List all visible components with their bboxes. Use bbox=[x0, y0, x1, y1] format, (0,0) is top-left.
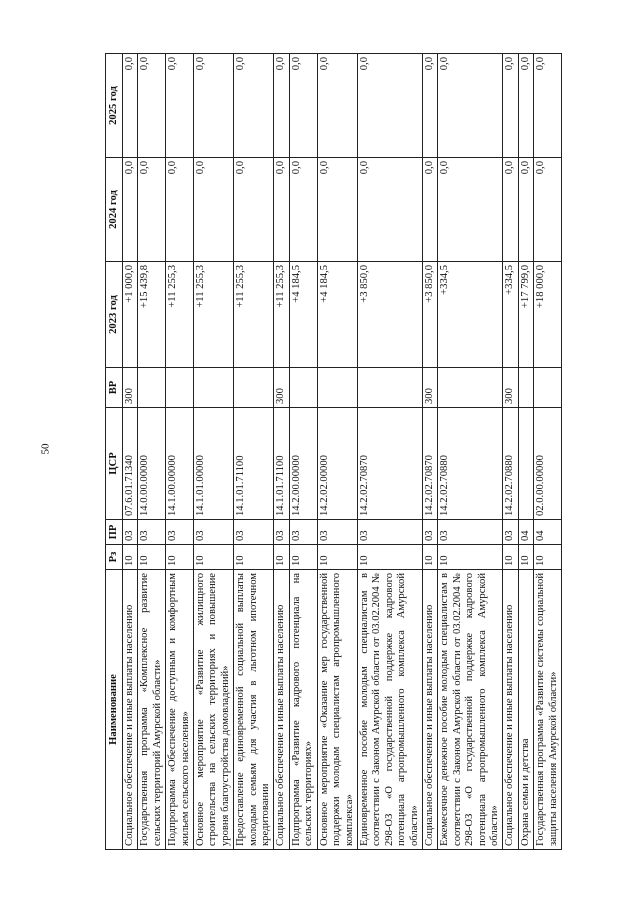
cell-vr: 300 bbox=[123, 368, 138, 408]
cell-rz: 10 bbox=[274, 545, 289, 570]
cell-name: Охрана семьи и детства bbox=[518, 570, 533, 850]
cell-name: Подпрограмма «Обеспечение доступным и комфортным жильем сельского населения» bbox=[166, 570, 194, 850]
table-header-row bbox=[106, 54, 123, 850]
cell-vr bbox=[138, 368, 166, 408]
cell-2024: 0,0 bbox=[166, 158, 194, 262]
cell-2024: 0,0 bbox=[317, 158, 357, 262]
cell-2023: +18 000,0 bbox=[534, 262, 562, 368]
cell-2025: 0,0 bbox=[274, 54, 289, 158]
cell-pr: 03 bbox=[289, 520, 317, 545]
cell-pr: 03 bbox=[274, 520, 289, 545]
table-row bbox=[518, 54, 533, 850]
cell-rz: 10 bbox=[518, 545, 533, 570]
cell-2023: +4 184,5 bbox=[317, 262, 357, 368]
header-2025: 2025 год bbox=[106, 54, 123, 158]
header-2024: 2024 год bbox=[106, 158, 123, 262]
cell-2023: +334,5 bbox=[503, 262, 518, 368]
page-number: 50 bbox=[39, 443, 52, 455]
cell-pr: 03 bbox=[166, 520, 194, 545]
cell-vr: 300 bbox=[274, 368, 289, 408]
cell-pr: 03 bbox=[194, 520, 234, 545]
table-row bbox=[274, 54, 289, 850]
cell-name: Социальное обеспечение и иные выплаты населению bbox=[422, 570, 437, 850]
cell-rz: 10 bbox=[289, 545, 317, 570]
cell-name: Социальное обеспечение и иные выплаты населению bbox=[503, 570, 518, 850]
cell-vr bbox=[317, 368, 357, 408]
cell-2024: 0,0 bbox=[234, 158, 274, 262]
cell-2025: 0,0 bbox=[234, 54, 274, 158]
cell-vr bbox=[194, 368, 234, 408]
cell-2023: +11 255,3 bbox=[166, 262, 194, 368]
cell-csr: 14.2.02.00000 bbox=[317, 408, 357, 520]
cell-2024: 0,0 bbox=[438, 158, 503, 262]
cell-2024: 0,0 bbox=[518, 158, 533, 262]
table-row bbox=[123, 54, 138, 850]
cell-pr: 03 bbox=[438, 520, 503, 545]
cell-2024: 0,0 bbox=[194, 158, 234, 262]
cell-2023: +334,5 bbox=[438, 262, 503, 368]
cell-2025: 0,0 bbox=[317, 54, 357, 158]
cell-rz: 10 bbox=[422, 545, 437, 570]
cell-2023: +1 000,0 bbox=[123, 262, 138, 368]
cell-name: Единовременное пособие молодым специалистам в соответствии с Законом Амурской области от 03.02.2004 № 298-ОЗ «О государственной поддержке кадрового потенциала агропромышленного комплекса Амурской области» bbox=[357, 570, 422, 850]
cell-rz: 10 bbox=[438, 545, 503, 570]
cell-2024: 0,0 bbox=[289, 158, 317, 262]
cell-name: Подпрограмма «Развитие кадрового потенциала на сельских территориях» bbox=[289, 570, 317, 850]
cell-2023: +11 255,3 bbox=[274, 262, 289, 368]
cell-name: Основное мероприятие «Оказание мер государственной поддержки молодым специалистам агропромышленного комплекса» bbox=[317, 570, 357, 850]
cell-2023: +11 255,3 bbox=[234, 262, 274, 368]
cell-2025: 0,0 bbox=[289, 54, 317, 158]
table-row bbox=[194, 54, 234, 850]
cell-name: Государственная программа «Развитие системы социальной защиты населения Амурской области» bbox=[534, 570, 562, 850]
table-row bbox=[166, 54, 194, 850]
cell-2023: +4 184,5 bbox=[289, 262, 317, 368]
header-vr: ВР bbox=[106, 368, 123, 408]
cell-2024: 0,0 bbox=[503, 158, 518, 262]
cell-2025: 0,0 bbox=[438, 54, 503, 158]
table-row bbox=[234, 54, 274, 850]
cell-pr: 03 bbox=[123, 520, 138, 545]
cell-csr: 14.2.02.70880 bbox=[438, 408, 503, 520]
table-row bbox=[317, 54, 357, 850]
cell-vr: 300 bbox=[503, 368, 518, 408]
cell-rz: 10 bbox=[357, 545, 422, 570]
cell-vr bbox=[166, 368, 194, 408]
cell-2024: 0,0 bbox=[138, 158, 166, 262]
table-body bbox=[123, 54, 562, 850]
cell-csr: 14.1.00.00000 bbox=[166, 408, 194, 520]
cell-name: Социальное обеспечение и иные выплаты населению bbox=[274, 570, 289, 850]
cell-csr: 14.1.01.00000 bbox=[194, 408, 234, 520]
table-row bbox=[289, 54, 317, 850]
table-row bbox=[438, 54, 503, 850]
cell-vr bbox=[518, 368, 533, 408]
cell-2025: 0,0 bbox=[518, 54, 533, 158]
cell-2023: +17 799,0 bbox=[518, 262, 533, 368]
cell-2024: 0,0 bbox=[123, 158, 138, 262]
cell-2024: 0,0 bbox=[422, 158, 437, 262]
cell-name: Социальное обеспечение и иные выплаты населению bbox=[123, 570, 138, 850]
rotated-table-container bbox=[105, 54, 583, 850]
cell-2025: 0,0 bbox=[166, 54, 194, 158]
cell-vr: 300 bbox=[422, 368, 437, 408]
cell-pr: 03 bbox=[317, 520, 357, 545]
cell-csr bbox=[518, 408, 533, 520]
table-row bbox=[422, 54, 437, 850]
cell-csr: 14.2.02.70870 bbox=[357, 408, 422, 520]
header-csr: ЦСР bbox=[106, 408, 123, 520]
cell-rz: 10 bbox=[234, 545, 274, 570]
header-pr: ПР bbox=[106, 520, 123, 545]
cell-2025: 0,0 bbox=[503, 54, 518, 158]
cell-rz: 10 bbox=[194, 545, 234, 570]
cell-2023: +3 850,0 bbox=[357, 262, 422, 368]
cell-pr: 04 bbox=[518, 520, 533, 545]
cell-vr bbox=[534, 368, 562, 408]
cell-rz: 10 bbox=[503, 545, 518, 570]
cell-2025: 0,0 bbox=[534, 54, 562, 158]
cell-csr: 14.1.01.71100 bbox=[274, 408, 289, 520]
cell-2023: +11 255,3 bbox=[194, 262, 234, 368]
cell-vr bbox=[438, 368, 503, 408]
cell-2024: 0,0 bbox=[274, 158, 289, 262]
cell-2023: +15 439,8 bbox=[138, 262, 166, 368]
cell-csr: 02.0.00.00000 bbox=[534, 408, 562, 520]
cell-2024: 0,0 bbox=[534, 158, 562, 262]
cell-csr: 07.6.01.71340 bbox=[123, 408, 138, 520]
header-rz: Рз bbox=[106, 545, 123, 570]
cell-rz: 10 bbox=[123, 545, 138, 570]
budget-table bbox=[105, 53, 562, 850]
cell-vr bbox=[357, 368, 422, 408]
cell-2023: +3 850,0 bbox=[422, 262, 437, 368]
cell-csr: 14.1.01.71100 bbox=[234, 408, 274, 520]
cell-rz: 10 bbox=[534, 545, 562, 570]
cell-name: Ежемесячное денежное пособие молодым специалистам в соответствии с Законом Амурской области от 03.02.2004 № 298-ОЗ «О государственной поддержке кадрового потенциала агропромышленного комплекса Амурской области» bbox=[438, 570, 503, 850]
table-row bbox=[138, 54, 166, 850]
cell-rz: 10 bbox=[317, 545, 357, 570]
cell-csr: 14.2.00.00000 bbox=[289, 408, 317, 520]
cell-pr: 03 bbox=[234, 520, 274, 545]
cell-pr: 03 bbox=[422, 520, 437, 545]
cell-vr bbox=[289, 368, 317, 408]
table-row bbox=[503, 54, 518, 850]
cell-2025: 0,0 bbox=[357, 54, 422, 158]
cell-rz: 10 bbox=[166, 545, 194, 570]
cell-2025: 0,0 bbox=[194, 54, 234, 158]
cell-rz: 10 bbox=[138, 545, 166, 570]
table-row bbox=[357, 54, 422, 850]
cell-csr: 14.2.02.70880 bbox=[503, 408, 518, 520]
cell-csr: 14.2.02.70870 bbox=[422, 408, 437, 520]
cell-pr: 03 bbox=[357, 520, 422, 545]
cell-2025: 0,0 bbox=[422, 54, 437, 158]
cell-pr: 03 bbox=[138, 520, 166, 545]
header-name: Наименование bbox=[106, 570, 123, 850]
header-2023: 2023 год bbox=[106, 262, 123, 368]
cell-2025: 0,0 bbox=[123, 54, 138, 158]
cell-name: Предоставление единовременной социальной выплаты молодым семьям для участия в льготном ипотечном кредитовании bbox=[234, 570, 274, 850]
table-row bbox=[534, 54, 562, 850]
cell-2025: 0,0 bbox=[138, 54, 166, 158]
cell-name: Основное мероприятие «Развитие жилищного строительства на сельских территориях и повышение уровня благоустройства домовладений» bbox=[194, 570, 234, 850]
cell-pr: 04 bbox=[534, 520, 562, 545]
cell-vr bbox=[234, 368, 274, 408]
cell-pr: 03 bbox=[503, 520, 518, 545]
cell-csr: 14.0.00.00000 bbox=[138, 408, 166, 520]
cell-2024: 0,0 bbox=[357, 158, 422, 262]
cell-name: Государственная программа «Комплексное развитие сельских территорий Амурской области» bbox=[138, 570, 166, 850]
